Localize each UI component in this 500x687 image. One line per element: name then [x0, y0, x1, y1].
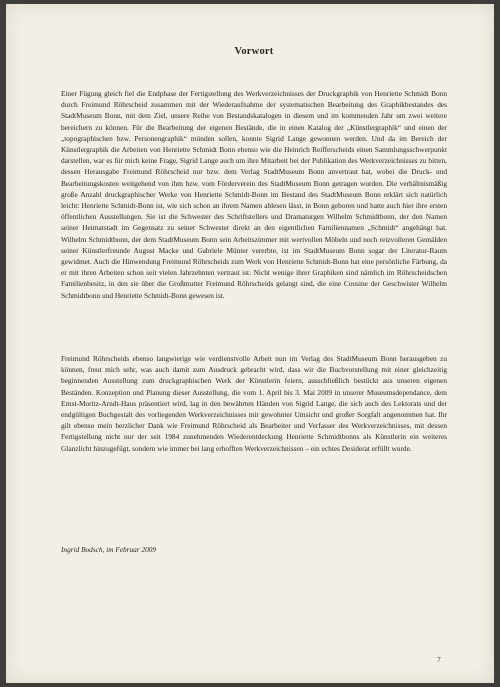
signature-line: Ingrid Bodsch, im Februar 2009 — [61, 545, 157, 554]
page-number: 7 — [437, 655, 441, 664]
paragraph-1: Einer Fügung gleich fiel die Endphase der Fertigstellung des Werkverzeichnisses der Druckgraphik von Henriette Schmidt Bonn durch Freimund Röhrscheid zusammen mit der Wiederaufnahme der systematischen Bearbeitung des Graphikbestandes des StadtMuseum Bonn, mit dem Ziel, unsere Reihe von Bestandskatalogen in diesem und im kommenden Jahr um zwei weitere bereichern zu können. Für die Bearbeitung der eigenen Bestände, die in einen Katalog der „Künstlergraphik“ und einen der „topographischen bzw. Personengraphik“ münden sollen, konnte Sigrid Lange gewonnen werden. Und da im Bereich der Künstlergraphik die Arbeiten von Henriette Schmidt Bonn ebenso wie die Heinrich Reifferscheids einen Sammlungsschwerpunkt darstellen, war es für mich keine Frage, Sigrid Lange auch um ihre Mitarbeit bei der Publikation des Werkverzeichnisses zu bitten, dessen Herausgabe Freimund Röhrscheid nur bzw. dem Verlag StadtMuseum Bonn anvertraut hat, wobei die Druck- und Bearbeitungskosten weitgehend von ihm bzw. vom Förderverein des StadtMuseum Bonn getragen wurden. Die verhältnismäßig große Anzahl druckgraphischer Werke von Henriette Schmidt-Bonn im Bestand des StadtMuseum Bonn erklärt sich natürlich leicht: Henriette Schmidt-Bonn ist, wie sich schon an ihrem Namen ablesen lässt, in Bonn geboren und hatte auch hier ihre ersten öffentlichen Ausstellungen. Sie ist die Schwester des Schriftstellers und Dramaturgen Wilhelm Schmidtbonn, der den Namen seiner Heimatstadt im Gegensatz zu seiner Schwester direkt an den eigentlichen Familiennamen „Schmidt“ angehängt hat. Wilhelm Schmidtbonn, der dem StadtMuseum Bonn sein Arbeitszimmer mit wertvollen Möbeln und noch reizvolleren Gemälden seiner Künstlerfreunde August Macke und Gabriele Münter vererbte, ist im StadtMuseum Bonn sogar der Literatur-Raum gewidmet. Auch die Hinwendung Freimund Röhrscheids zum Werk von Henriette Schmidt-Bonn hat eine persönliche Färbung, da er mit ihren Arbeiten schon seit vielen Jahrzehnten vertraut ist: Nicht wenige ihrer Graphiken sind nämlich im Röhrscheidschen Familienbesitz, in den sie über die Großmutter Freimund Röhrscheids gelangt sind, die eine Cousine der Geschwister Wilhelm Schmidtbonn und Henriette Schmidt-Bonn gewesen ist. — [61, 89, 447, 300]
book-page — [6, 4, 494, 683]
paragraph-2: Freimund Röhrscheids ebenso langwierige wie verdienstvolle Arbeit nun im Verlag des StadtMuseum Bonn herausgeben zu können, freut mich sehr, was auch damit zum Ausdruck gebracht wird, dass wir die Buchvorstellung mit einer gleichzeitig beginnenden Ausstellung zum druckgraphischen Werk der Künstlerin feiern, ausschließlich bestückt aus unseren eigenen Beständen. Konzeption und Planung dieser Ausstellung, die vom 1. April bis 3. Mai 2009 in unserer Museumsdependance, dem Ernst-Moritz-Arndt-Haus präsentiert wird, lag in den bewährten Händen von Sigrid Lange, die sich auch des Lektorats und der endgültigen Buchgestalt des vorliegenden Werkverzeichnisses mit gewohnter Umsicht und großer Sorgfalt angenommen hat. Ihr gilt ebenso mein herzlicher Dank wie Freimund Röhrscheid als Bearbeiter und Verfasser des Werkverzeichnisses, mit dessen Fertigstellung nicht nur der seit 1984 zunehmenden Wiederentdeckung Henriette Schmidtbonns als Künstlerin ein weiteres Glanzlicht hinzugefügt, sondern wie immer bei lang erhofften Werkverzeichnissen – ein echtes Desiderat erfüllt wurde. — [61, 354, 447, 453]
page-title: Vorwort — [234, 46, 274, 57]
